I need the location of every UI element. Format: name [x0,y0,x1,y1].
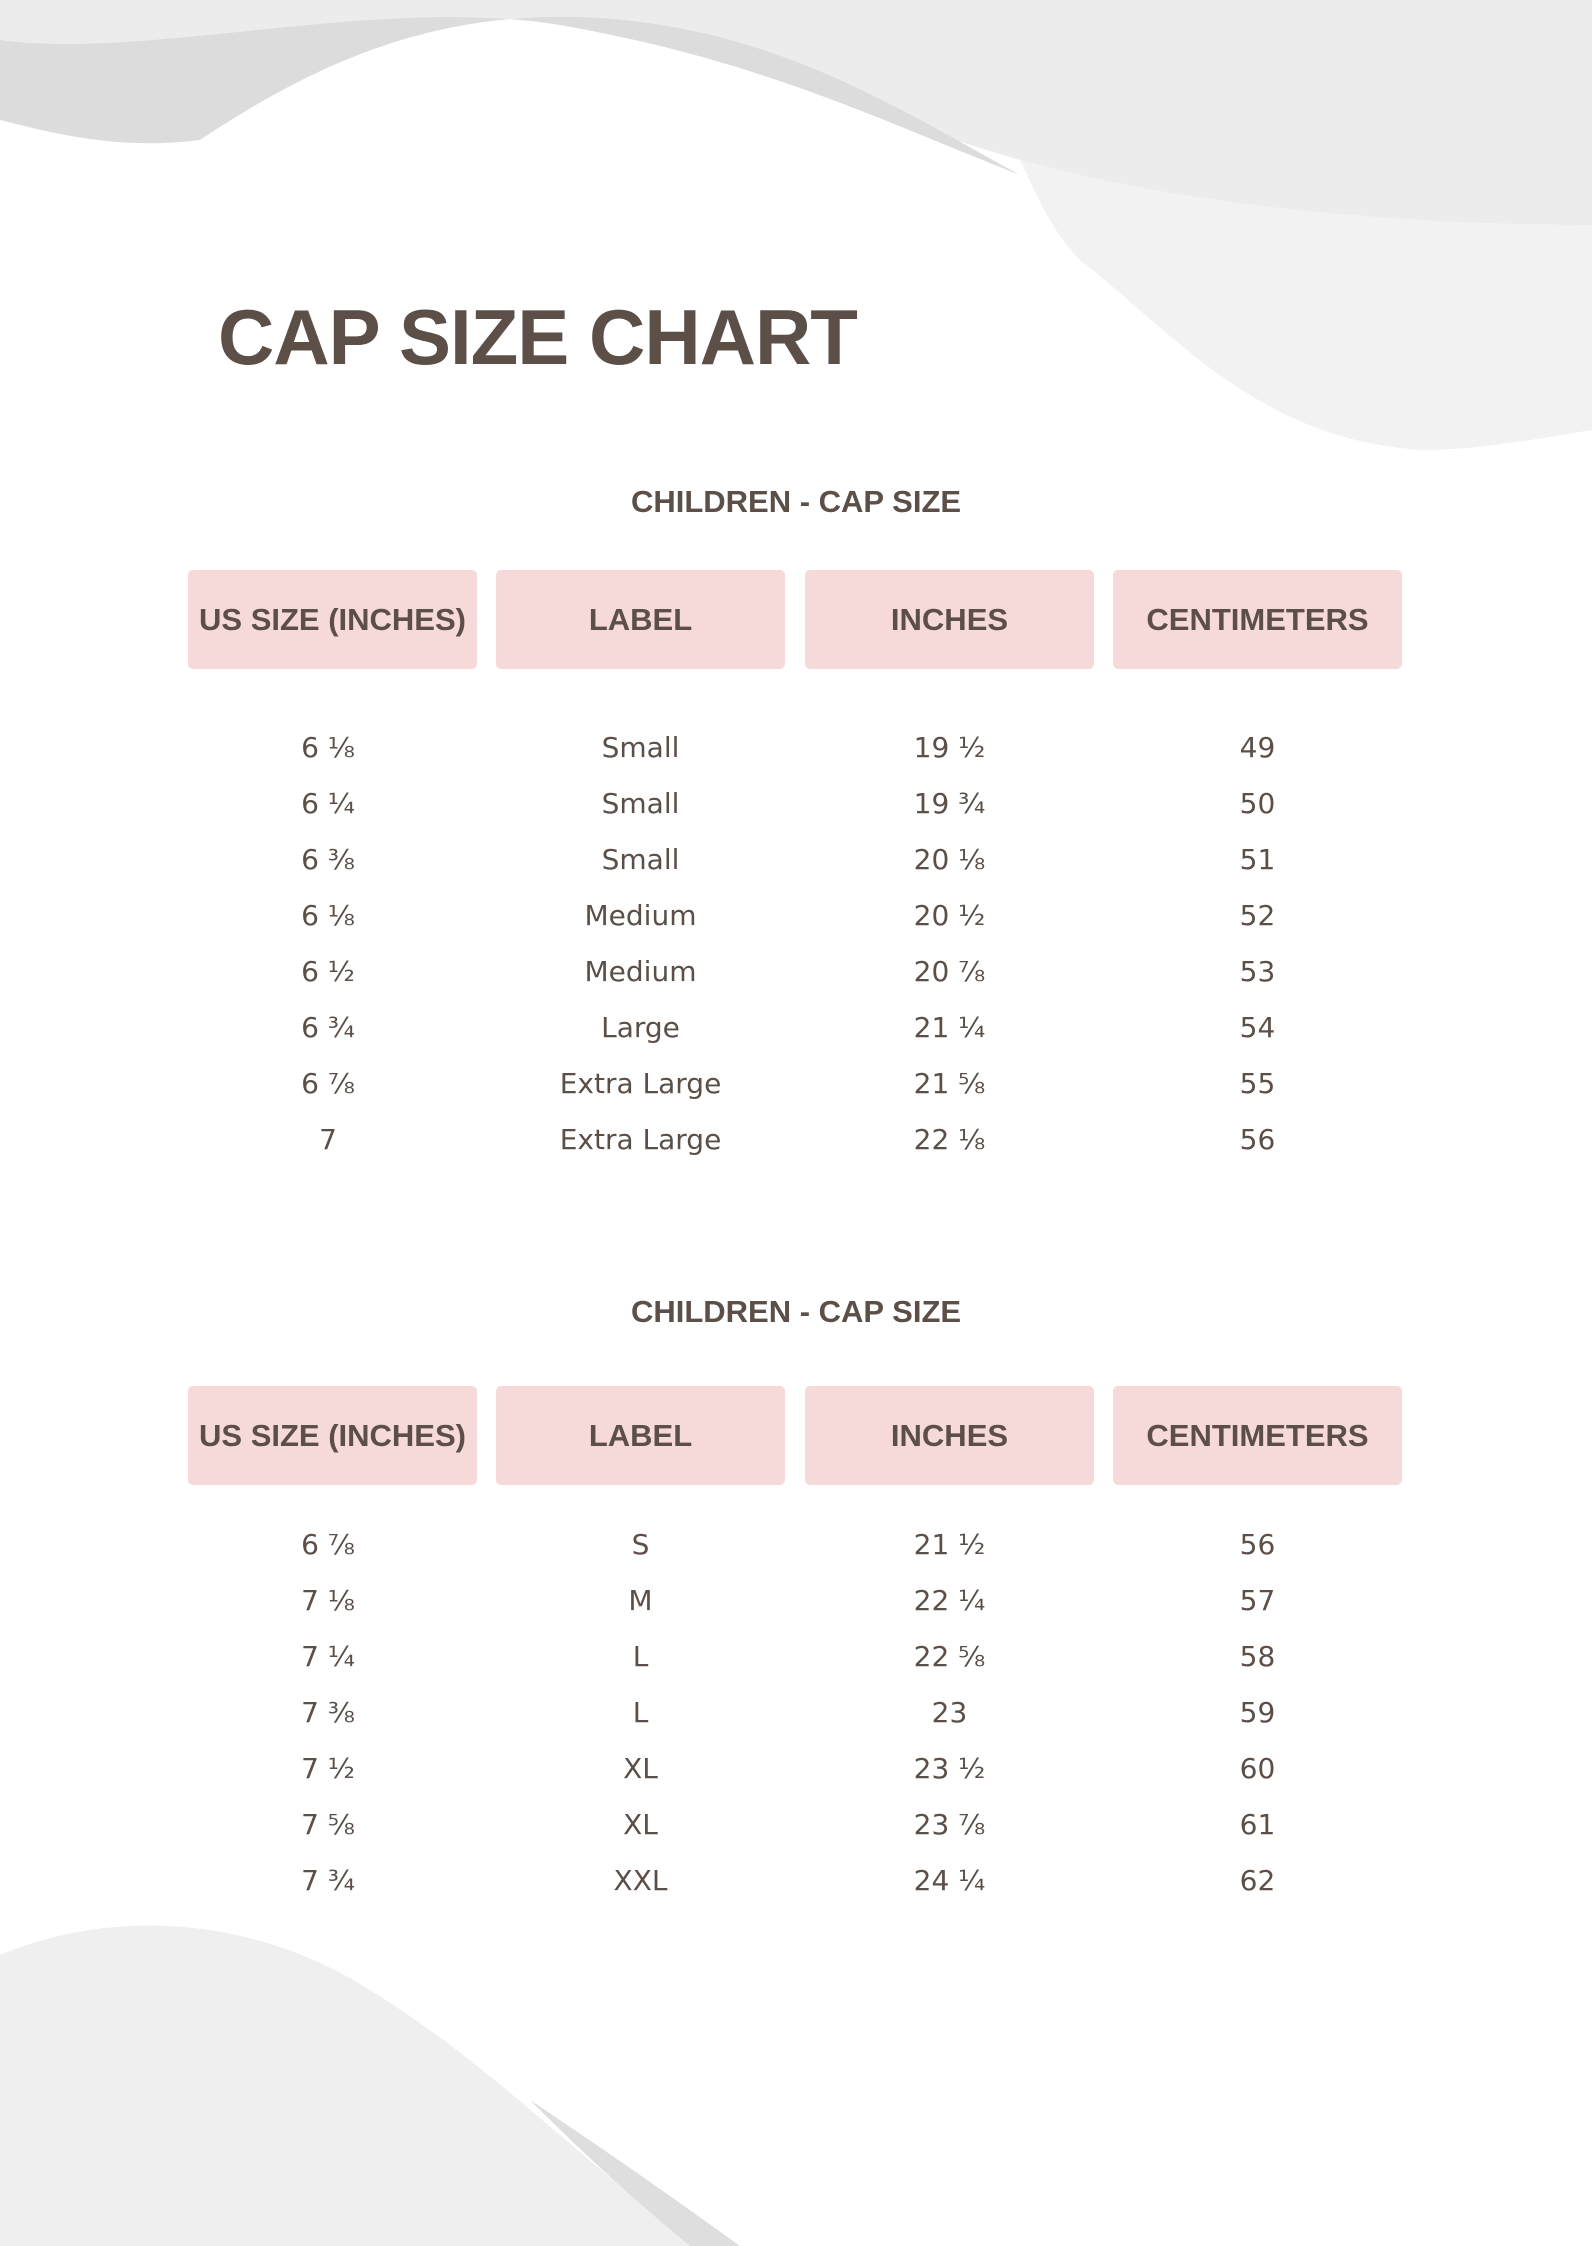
cell-centimeters: 58 [1239,1640,1276,1673]
cell-centimeters: 50 [1239,787,1276,820]
cell-label: Large [601,1011,680,1044]
header-inches: INCHES [805,570,1094,669]
cell-label: XL [623,1752,658,1785]
table-header-row [188,1386,1402,1485]
table-row [188,1573,1402,1629]
cell-label: Extra Large [559,1123,722,1156]
cell-label: XL [623,1808,658,1841]
header-inches: INCHES [805,1386,1094,1485]
cell-inches: 21 ½ [913,1528,986,1561]
cell-us-size: 6 ⅞ [301,1067,355,1100]
table-row [188,1000,1402,1056]
cell-label: Small [601,787,680,820]
cell-us-size: 7 ⅛ [301,1584,355,1617]
cell-inches: 22 ⅛ [913,1123,986,1156]
table-row [188,1797,1402,1853]
table-row [188,1853,1402,1909]
cell-us-size: 7 ½ [301,1752,355,1785]
header-label: LABEL [496,1386,785,1485]
cell-inches: 24 ¼ [913,1864,986,1897]
cell-centimeters: 62 [1239,1864,1276,1897]
cell-label: Small [601,731,680,764]
cell-us-size: 6 ½ [301,955,355,988]
cell-centimeters: 55 [1239,1067,1276,1100]
cell-us-size: 6 ⅜ [301,843,355,876]
section-title: CHILDREN - CAP SIZE [630,484,962,519]
cell-centimeters: 56 [1239,1123,1276,1156]
cell-centimeters: 56 [1239,1528,1276,1561]
cell-inches: 20 ⅛ [913,843,986,876]
table-row [188,832,1402,888]
cell-us-size: 6 ⅞ [301,1528,355,1561]
table-row [188,1629,1402,1685]
table-row [188,776,1402,832]
table-row [188,1056,1402,1112]
cell-label: M [628,1584,653,1617]
cell-centimeters: 57 [1239,1584,1276,1617]
cell-centimeters: 51 [1239,843,1276,876]
cell-centimeters: 59 [1239,1696,1276,1729]
cell-inches: 23 ⅞ [913,1808,986,1841]
cell-us-size: 7 ⅜ [301,1696,355,1729]
header-centimeters: CENTIMETERS [1113,1386,1402,1485]
cell-us-size: 6 ⅛ [301,899,355,932]
cell-centimeters: 52 [1239,899,1276,932]
cell-us-size: 7 [319,1123,337,1156]
cell-inches: 23 [931,1696,968,1729]
table-row [188,888,1402,944]
table-row [188,1112,1402,1168]
table-row [188,944,1402,1000]
table-header-row [188,570,1402,669]
cell-inches: 20 ⅞ [913,955,986,988]
page-title: CAP SIZE CHART [218,293,857,381]
cell-label: Extra Large [559,1067,722,1100]
cell-label: S [631,1528,650,1561]
cell-label: Medium [584,955,697,988]
header-centimeters: CENTIMETERS [1113,570,1402,669]
cell-us-size: 6 ¼ [301,787,355,820]
cell-centimeters: 49 [1239,731,1276,764]
cell-inches: 19 ¾ [913,787,986,820]
cell-us-size: 6 ⅛ [301,731,355,764]
header-us-size: US SIZE (INCHES) [188,570,477,669]
cell-centimeters: 53 [1239,955,1276,988]
cell-label: L [632,1696,649,1729]
cell-centimeters: 60 [1239,1752,1276,1785]
cell-centimeters: 61 [1239,1808,1276,1841]
table-row [188,1517,1402,1573]
cell-label: L [632,1640,649,1673]
cell-label: XXL [613,1864,668,1897]
table-row [188,1741,1402,1797]
section-title: CHILDREN - CAP SIZE [630,1294,962,1329]
cell-label: Small [601,843,680,876]
table-row [188,720,1402,776]
cell-inches: 20 ½ [913,899,986,932]
cell-inches: 21 ¼ [913,1011,986,1044]
cell-inches: 19 ½ [913,731,986,764]
cell-us-size: 7 ⅝ [301,1808,355,1841]
cell-inches: 21 ⅝ [913,1067,986,1100]
cell-inches: 22 ¼ [913,1584,986,1617]
header-us-size: US SIZE (INCHES) [188,1386,477,1485]
cell-inches: 23 ½ [913,1752,986,1785]
cell-inches: 22 ⅝ [913,1640,986,1673]
table-row [188,1685,1402,1741]
header-label: LABEL [496,570,785,669]
cell-us-size: 7 ¼ [301,1640,355,1673]
table-body [188,720,1402,1168]
cell-us-size: 6 ¾ [301,1011,355,1044]
cell-us-size: 7 ¾ [301,1864,355,1897]
cell-centimeters: 54 [1239,1011,1276,1044]
cell-label: Medium [584,899,697,932]
table-body [188,1517,1402,1909]
